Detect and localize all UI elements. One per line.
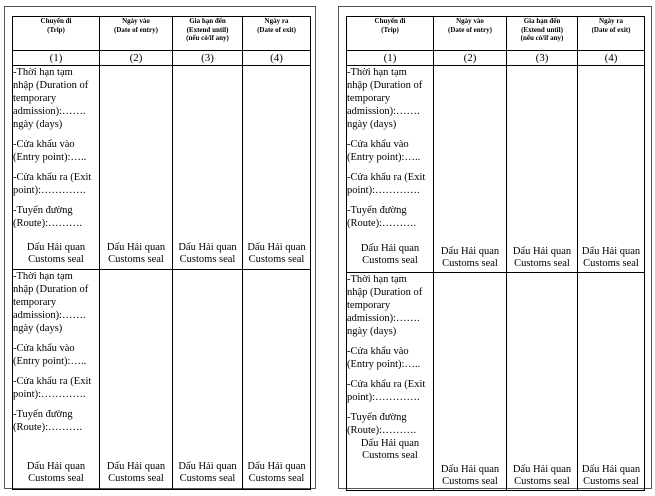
date-entry-cell (434, 66, 507, 273)
column-number-2: (2) (434, 51, 507, 66)
customs-seal: Dấu Hải quan Customs seal (512, 246, 572, 269)
column-number-4: (4) (578, 51, 645, 66)
date-exit-cell (578, 66, 645, 273)
customs-seal: Dấu Hải quan Customs seal (360, 438, 420, 461)
date-exit-cell (243, 270, 311, 490)
form-page-right (338, 6, 652, 489)
header-date-entry: Ngày vào (Date of entry) (434, 17, 507, 51)
date-exit-cell (578, 273, 645, 491)
header-date-exit: Ngày ra (Date of exit) (578, 17, 645, 51)
extend-until-cell (173, 66, 243, 270)
column-number-2: (2) (100, 51, 173, 66)
column-number-1: (1) (347, 51, 434, 66)
date-entry-cell (100, 66, 173, 270)
trip-table-right (346, 16, 645, 491)
customs-seal: Dấu Hải quan Customs seal (440, 246, 500, 269)
header-trip: Chuyến đi (Trip) (347, 17, 434, 51)
date-exit-cell (243, 66, 311, 270)
column-number-3: (3) (173, 51, 243, 66)
date-entry-cell (434, 273, 507, 491)
customs-seal: Dấu Hải quan Customs seal (106, 461, 166, 484)
trip-details-cell: -Thời hạn tạm nhập (Duration of temporary admission):……. ngày (days) -Cửa khẩu vào (Entry point):….. -Cửa khẩu ra (Exit point):…………. -Tuyến đường (Route):………. Dấu Hải quan Customs seal (347, 66, 434, 273)
trip-details-cell: -Thời hạn tạm nhập (Duration of temporary admission):……. ngày (days) -Cửa khẩu vào (Entry point):….. -Cửa khẩu ra (Exit point):…………. -Tuyến đường (Route):………. Dấu Hải quan Customs seal (347, 273, 434, 491)
extend-until-cell (507, 66, 578, 273)
customs-seal: Dấu Hải quan Customs seal (178, 242, 237, 265)
customs-seal: Dấu Hải quan Customs seal (106, 242, 166, 265)
form-page-left (4, 6, 316, 489)
trip-details-cell: -Thời hạn tạm nhập (Duration of temporary admission):……. ngày (days) -Cửa khẩu vào (Entry point):….. -Cửa khẩu ra (Exit point):…………. -Tuyến đường (Route):………. Dấu Hải quan Customs seal (13, 66, 100, 270)
customs-seal: Dấu Hải quan Customs seal (26, 242, 86, 265)
trip-table-left (12, 16, 311, 490)
column-number-1: (1) (13, 51, 100, 66)
header-extend-until: Gia hạn đến (Extend until) (nếu có/if any) (507, 17, 578, 51)
header-extend-until: Gia hạn đến (Extend until) (nếu có/if any) (173, 17, 243, 51)
customs-seal: Dấu Hải quan Customs seal (581, 464, 641, 487)
customs-seal: Dấu Hải quan Customs seal (581, 246, 641, 269)
customs-seal: Dấu Hải quan Customs seal (440, 464, 500, 487)
customs-seal: Dấu Hải quan Customs seal (247, 242, 306, 265)
column-number-4: (4) (243, 51, 311, 66)
customs-seal: Dấu Hải quan Customs seal (512, 464, 572, 487)
trip-details-cell: -Thời hạn tạm nhập (Duration of temporary admission):……. ngày (days) -Cửa khẩu vào (Entry point):….. -Cửa khẩu ra (Exit point):…………. -Tuyến đường (Route):………. Dấu Hải quan Customs seal (13, 270, 100, 490)
date-entry-cell (100, 270, 173, 490)
header-date-entry: Ngày vào (Date of entry) (100, 17, 173, 51)
extend-until-cell (507, 273, 578, 491)
extend-until-cell (173, 270, 243, 490)
header-date-exit: Ngày ra (Date of exit) (243, 17, 311, 51)
customs-seal: Dấu Hải quan Customs seal (360, 243, 420, 266)
customs-seal: Dấu Hải quan Customs seal (247, 461, 306, 484)
customs-seal: Dấu Hải quan Customs seal (178, 461, 237, 484)
column-number-3: (3) (507, 51, 578, 66)
header-trip: Chuyến đi (Trip) (13, 17, 100, 51)
customs-seal: Dấu Hải quan Customs seal (26, 461, 86, 484)
